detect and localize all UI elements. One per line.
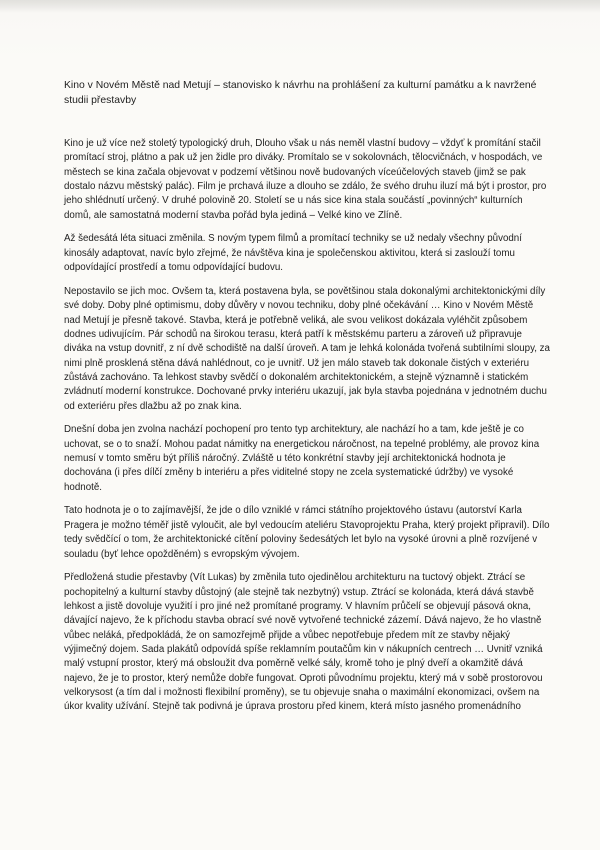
paragraph-3: Nepostavilo se jich moc. Ovšem ta, která postavena byla, se povětšinou stala dokonalými architektonickými díly své doby. Doby plné optimismu, doby důvěry v novou techniku, doby plné očekávání … Kino v Novém Městě nad Metují je přesně takové. Stavba, která je potřebně veliká, ale svou velikost dokázala vyléhčit způsobem dodnes udivujícím. Pár schodů na širokou terasu, která patří k městskému parteru a zároveň už připravuje diváka na vstup dovnitř, z ní dvě schodiště na další úroveň. A tam je lehká kolonáda tvořená subtilními sloupy, za nimi plně prosklená stěna dává nahlédnout, co je uvnitř. Už jen málo staveb tak dokonale čistých v exteriéru zůstává zachováno. Ta lehkost stavby svědčí o dokonalém architektonickém, a stejně významně i statickém zvládnutí moderní konstrukce. Dochované prvky interiéru ukazují, jak byla stavba pojednána v jednotném duchu od exteriéru přes dlažbu až po znak kina. — [64, 285, 550, 412]
paragraph-2: Až šedesátá léta situaci změnila. S novým typem filmů a promítací techniky se už nedaly všechny původní kinosály adaptovat, navíc bylo zřejmé, že návštěva kina je společenskou aktivitou, která si zaslouží tomu odpovídající prostředí a tomu odpovídající budovu. — [64, 233, 522, 274]
paragraph-1: Kino je už více než stoletý typologický druh, Dlouho však u nás neměl vlastní budovy – vždyť k promítání stačil promítací stroj, plátno a pak už jen židle pro diváky. Promítalo se v sokolovnách, tělocvičnách, v hospodách, ve městech se kina začala objevovat v podzemí většinou nově budovaných víceúčelových staveb (jimž se pak dostalo názvu městský palác). Film je prchavá iluze a dlouho se zdálo, že svého druhu iluzí má být i prostor, pro jeho shlédnutí určený. V druhé polovině 20. Století se u nás sice kina stala součástí „povinných“ kulturních domů, ale samostatná moderní stavba pořád byla jediná – Velké kino ve Zlíně. — [64, 138, 547, 221]
document-title: Kino v Novém Městě nad Metují – stanovisko k návrhu na prohlášení za kulturní památku a k navržené studii přestavby — [64, 80, 537, 106]
paragraph-6: Předložená studie přestavby (Vít Lukas) by změnila tuto ojedinělou architekturu na tuctový objekt. Ztrácí se pochopitelný a kulturní stavby důstojný (ale stejně tak nezbytný) vstup. Ztrácí se kolonáda, která dává stavbě lehkost a jistě dovoluje využití i pro jiné než promítané programy. V hlavním průčelí se objevují pásová okna, dávající najevo, že k příchodu stavba obrací své nově vytvořené technické zázemí. Dává najevo, že ho vlastně vůbec neláká, předpokládá, že on samozřejmě přijde a vůbec nepotřebuje předem mít ze stavby nějaký výjimečný dojem. Sada plakátů odpovídá spíše reklamním poutačům kin v nákupních centrech … Uvnitř vzniká malý vstupní prostor, který má obsloužit dva poměrně velké sály, kromě toho je plný dveří a okamžitě dává najevo, že je to prostor, který nemůže dobře fungovat. Oproti původnímu projektu, který má v sobě prostorovou velkorysost (a tím dal i možnosti flexibilní proměny), se tu objevuje snaha o maximální ekonomizaci, ovšem na úkor kvality užívání. Stejně tak podivná je úprava prostoru před kinem, která místo jasného promenádního — [64, 572, 543, 713]
paragraph-4: Dnešní doba jen zvolna nachází pochopení pro tento typ architektury, ale nachází ho a tam, kde ještě je co uchovat, se o to snaží. Mohou padat námitky na energetickou náročnost, na tepelné problémy, ale provoz kina nemusí v tomto směru být příliš náročný. Zvláště u této konkrétní stavby její architektonická hodnota je dochována (i přes dílčí změny b interiéru a přes viditelné stopy ne zcela systematické údržby) ve vysoké hodnotě. — [64, 424, 540, 493]
paragraph-5: Tato hodnota je o to zajímavější, že jde o dílo vzniklé v rámci státního projektového ústavu (autorství Karla Pragera je možno téměř jistě vyloučit, ale byl vedoucím ateliéru Stavoprojektu Praha, který projekt připravil). Dílo tedy svědčící o tom, že architektonické cítění poloviny šedesátých let bylo na vysoké úrovni a plně rozvíjené v souladu (byť lehce opožděném) s evropským vývojem. — [64, 505, 550, 560]
scan-shadow — [0, 0, 600, 12]
document-body — [64, 137, 550, 724]
